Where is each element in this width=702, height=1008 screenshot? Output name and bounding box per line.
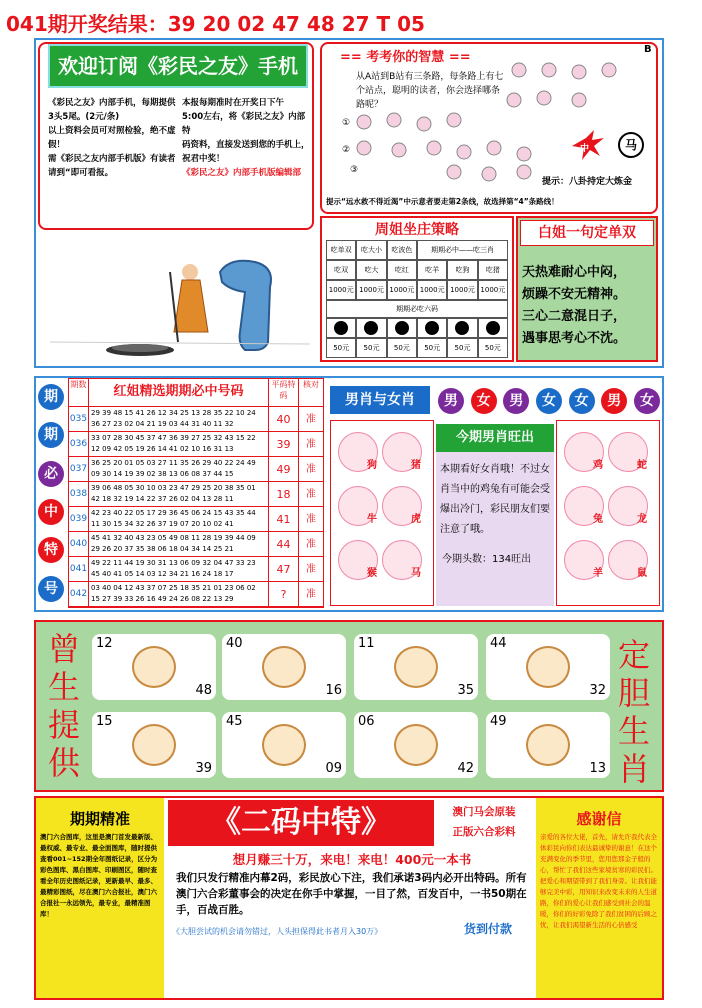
station-b-label: B [644, 44, 652, 55]
animal-label: 兔 [593, 514, 603, 525]
subscribe-line: 5:00左右，将《彩民之友》内部特 [182, 112, 306, 136]
strategy-cell: 吃猪 [478, 260, 508, 280]
strategy-subtitle: 期期必吃六码 [326, 300, 508, 318]
strategy-ball-cell [387, 318, 417, 338]
black-ball [486, 321, 500, 335]
zodiac-right-label: 定胆生肖 [617, 636, 650, 788]
subscribe-line: 本报每期准时在开奖日下午 [182, 98, 285, 108]
col-issue: 期数 [69, 379, 89, 406]
today-title: 今期男肖旺出 [436, 424, 554, 452]
subscribe-right-text [182, 96, 310, 180]
subscribe-line: 需《彩民之友内部手机版》有读者 [48, 154, 176, 164]
row-code: 18 [269, 482, 299, 506]
male-animal-icon [382, 540, 422, 580]
zodiac-number-b: 42 [457, 761, 474, 776]
female-animal-icon [564, 486, 604, 526]
zodiac-animal-icon [132, 646, 176, 688]
female-animal-icon [608, 486, 648, 526]
zodiac-number-a: 11 [358, 636, 375, 651]
subscribe-left-text [48, 96, 178, 180]
strategy-cell: 期期必中——吃三肖 [417, 240, 508, 260]
hongjie-row [69, 482, 323, 507]
strategy-cell: 50元 [356, 338, 386, 358]
row-numbers: 42 23 40 22 05 17 29 36 45 06 24 15 43 35 44 11 30 15 34 32 26 37 19 07 20 10 02 41 [89, 507, 269, 531]
col-title: 红姐精选期期必中号码 [89, 379, 269, 406]
zodiac-card [354, 634, 478, 700]
animal-label: 鼠 [637, 568, 647, 579]
gender-badge: 女 [634, 388, 660, 414]
center-promo-side [436, 802, 532, 842]
male-animal-icon [382, 432, 422, 472]
left-promo-title: 期期精准 [69, 810, 130, 828]
row-numbers: 33 07 28 30 45 37 47 36 39 27 25 32 43 15 22 12 09 42 05 19 26 14 41 02 10 16 31 13 [89, 432, 269, 456]
subscribe-line: 码资料，直接发送到您的手机上， [182, 140, 310, 150]
subscribe-line: 请到“即可看报。 [48, 168, 114, 178]
black-ball [364, 321, 378, 335]
strategy-cell: 吃红 [387, 260, 417, 280]
row-code: 47 [269, 557, 299, 581]
animal-label: 羊 [593, 568, 603, 579]
animal-label: 马 [411, 568, 421, 579]
hongjie-row [69, 507, 323, 532]
svg-text:③: ③ [350, 165, 359, 175]
row-issue: 039 [69, 507, 89, 531]
subscribe-line: 以上资料会员可对照检验，绝不虚 [48, 126, 176, 136]
gender-badge: 男 [438, 388, 464, 414]
male-animal-icon [338, 486, 378, 526]
zodiac-number-a: 15 [96, 714, 113, 729]
animal-label: 牛 [367, 514, 377, 525]
strategy-cell: 1000元 [447, 280, 477, 300]
row-check: 准 [306, 564, 316, 575]
right-promo-title: 感谢信 [576, 810, 622, 828]
strategy-cell: 1000元 [387, 280, 417, 300]
subscribe-line: 3头5尾。(2元/条) [48, 112, 120, 122]
strategy-cell: 1000元 [478, 280, 508, 300]
side-char: 号 [38, 576, 64, 602]
center-text: 我们只发行精准内幕2码，彩民放心下注，我们承诺3码内必开出特码。所有澳门六合彩董事会的决定在你手中掌握，一目了然，百发百中，一书50期在手，百战百胜。 [176, 872, 527, 916]
svg-text:②: ② [342, 145, 351, 155]
strategy-ball-cell [478, 318, 508, 338]
zodiac-animal-icon [394, 724, 438, 766]
row-issue: 042 [69, 582, 89, 606]
gender-badge: 女 [471, 388, 497, 414]
zodiac-number-b: 32 [589, 683, 606, 698]
zodiac-number-b: 13 [589, 761, 606, 776]
strategy-title: 周姐坐庄策略 [375, 222, 459, 238]
strategy-cell: 50元 [417, 338, 447, 358]
black-ball [455, 321, 469, 335]
row-code: 40 [269, 407, 299, 431]
strategy-ball-cell [447, 318, 477, 338]
strategy-ball-cell [326, 318, 356, 338]
strategy-cell: 50元 [447, 338, 477, 358]
zodiac-animal-icon [262, 724, 306, 766]
zodiac-number-b: 16 [325, 683, 342, 698]
side-char: 必 [38, 461, 64, 487]
gender-badge: 女 [569, 388, 595, 414]
row-check: 准 [306, 439, 316, 450]
zodiac-number-b: 09 [325, 761, 342, 776]
strategy-cell: 吃羊 [417, 260, 447, 280]
black-ball [334, 321, 348, 335]
center-pay: 货到付款 [464, 922, 513, 936]
zodiac-animal-icon [394, 646, 438, 688]
poem-line: 三心二意混日子， [522, 309, 627, 324]
today-count: 今期头数：134旺出 [442, 554, 532, 565]
row-check: 准 [306, 489, 316, 500]
zodiac-animal-icon [132, 724, 176, 766]
side-line: 澳门马会原装 [452, 806, 516, 818]
zodiac-animal-icon [526, 646, 570, 688]
baijie-poem [522, 262, 658, 350]
zodiac-card [486, 634, 610, 700]
row-check: 准 [306, 539, 316, 550]
zodiac-number-a: 12 [96, 636, 113, 651]
puzzle-center-badge: 中 [580, 144, 590, 154]
animal-label: 蛇 [637, 460, 647, 471]
hongjie-side-column [36, 378, 66, 608]
strategy-cell: 50元 [326, 338, 356, 358]
right-promo-text: 亲爱的各位大佬，首先，请允许我代表全体彩民向你们表达最诚挚的谢意！在这个充满变化的季节里，您用您那金子般的心，帮忙了我们这些家境贫寒的彩民们。把爱心和期望带到了我们身旁。让我们能够完美中彩，用知识来改变未来的人生道路，你们的爱心让我们感受到社会的温暖，你们的好彩免除了我们贫困的后顾之忧，让我们渴望新生活的心倍感受 [540, 833, 657, 929]
animal-label: 鸡 [593, 460, 603, 471]
subscribe-editor: 《彩民之友》内部手机版编辑部 [182, 168, 302, 178]
zodiac-number-a: 44 [490, 636, 507, 651]
animal-label: 龙 [637, 514, 647, 525]
row-numbers: 39 06 48 05 30 10 03 23 47 29 25 20 38 35 01 42 18 32 19 14 22 37 26 02 04 13 28 11 [89, 482, 269, 506]
subscribe-title: 欢迎订阅《彩民之友》手机报 [58, 54, 298, 118]
row-numbers: 36 25 20 01 05 03 27 11 35 26 29 40 22 24 49 09 30 14 19 39 02 38 13 06 08 37 44 15 [89, 457, 269, 481]
subscribe-line: 假！ [48, 140, 66, 150]
hongjie-row [69, 432, 323, 457]
puzzle-footer: 提示“远水救不得近渴”中示意者要走第2条线，故选择第“4”条路线！ [326, 197, 559, 206]
puzzle-question: 从A站到B站有三条路，每条路上有七个站点，聪明的读者，你会选择哪条路呢？ [356, 72, 504, 110]
row-issue: 038 [69, 482, 89, 506]
hongjie-row [69, 557, 323, 582]
strategy-cell: 吃大 [356, 260, 386, 280]
row-check: 准 [306, 514, 316, 525]
hongjie-table [68, 378, 324, 608]
zodiac-number-b: 39 [195, 761, 212, 776]
black-ball [395, 321, 409, 335]
male-animal-icon [338, 432, 378, 472]
puzzle-hint: 提示：八卦持定大炼金 [542, 177, 633, 187]
row-code: 49 [269, 457, 299, 481]
zodiac-number-a: 45 [226, 714, 243, 729]
poem-line: 烦躁不安无精神。 [522, 287, 627, 302]
zodiac-card [354, 712, 478, 778]
zodiac-animal-icon [262, 646, 306, 688]
baijie-title: 白姐一句定单双 [520, 220, 654, 246]
strategy-cell: 1000元 [326, 280, 356, 300]
row-numbers: 45 41 32 40 43 23 05 49 08 11 28 19 39 44 09 29 26 20 37 35 38 06 18 04 34 14 25 21 [89, 532, 269, 556]
gender-badges [438, 388, 660, 414]
zodiac-card [92, 712, 216, 778]
zodiac-card [486, 712, 610, 778]
zodiac-animal-icon [526, 724, 570, 766]
row-issue: 037 [69, 457, 89, 481]
row-check: 准 [306, 464, 316, 475]
female-animal-icon [564, 432, 604, 472]
strategy-cell: 1000元 [417, 280, 447, 300]
gender-title: 男肖与女肖 [330, 386, 430, 414]
strategy-cell: 吃波色 [387, 240, 417, 260]
strategy-ball-cell [417, 318, 447, 338]
subscribe-line: 《彩民之友》内部手机，每期提供 [48, 98, 176, 108]
subscribe-line: 祝君中奖！ [182, 154, 225, 164]
zodiac-number-b: 35 [457, 683, 474, 698]
today-text: 本期看好女肖哦！不过女肖当中的鸡兔有可能会受爆出冷门，彩民朋友们要注意了哦。 [440, 464, 550, 535]
row-numbers: 49 22 11 44 19 30 31 13 06 09 32 04 47 33 23 45 40 41 05 14 03 12 34 21 16 24 18 17 [89, 557, 269, 581]
animal-label: 狗 [367, 460, 377, 471]
puzzle-title: == 考考你的智慧 == [340, 50, 471, 65]
row-code: ? [269, 582, 299, 606]
strategy-cell: 吃单双 [326, 240, 356, 260]
animal-label: 虎 [411, 514, 421, 525]
zodiac-number-a: 06 [358, 714, 375, 729]
row-code: 44 [269, 532, 299, 556]
poem-line: 天热难耐心中闷， [522, 265, 627, 280]
col-check: 核对 [303, 380, 319, 389]
black-ball [425, 321, 439, 335]
strategy-cell: 吃狗 [447, 260, 477, 280]
zodiac-left-label: 曾生提供 [47, 630, 80, 782]
row-issue: 036 [69, 432, 89, 456]
row-issue: 040 [69, 532, 89, 556]
gender-badge: 男 [601, 388, 627, 414]
hongjie-row [69, 532, 323, 557]
cartoon-illustration [50, 232, 310, 362]
side-char: 期 [38, 384, 64, 410]
side-char: 期 [38, 422, 64, 448]
strategy-cell: 1000元 [356, 280, 386, 300]
side-char: 中 [38, 499, 64, 525]
strategy-cell: 吃双 [326, 260, 356, 280]
gender-badge: 男 [503, 388, 529, 414]
puzzle-path-drawing [324, 60, 654, 190]
female-animal-icon [608, 432, 648, 472]
strategy-cell: 50元 [478, 338, 508, 358]
left-promo-text: 澳门六合图库，这里是澳门首发最新版、最权威、最专业、最全面图库，随时提供查看001~152期全年图纸记录，区分为彩色图库、黑白图库、印刷图区，随时查看全年历史图纸记录，更新最早、最多、最精彩图纸，尽在澳门六合报社，澳门六合报社一永远领先，最专业，最精准图库！ [40, 833, 158, 918]
animal-label: 猴 [367, 568, 377, 579]
zodiac-number-a: 49 [490, 714, 507, 729]
strategy-cell: 50元 [387, 338, 417, 358]
zodiac-card [222, 634, 346, 700]
strategy-table [326, 240, 508, 358]
lottery-result-title: 041期开奖结果：39 20 02 47 48 27 T 05 [6, 12, 425, 36]
row-check: 准 [306, 589, 316, 600]
side-char: 特 [38, 537, 64, 563]
row-issue: 041 [69, 557, 89, 581]
row-code: 41 [269, 507, 299, 531]
female-animal-icon [608, 540, 648, 580]
zodiac-number-b: 48 [195, 683, 212, 698]
gender-badge: 女 [536, 388, 562, 414]
col-code: 平码特码 [269, 379, 299, 406]
hongjie-row [69, 407, 323, 432]
poem-line: 遇事思考心不沈。 [522, 331, 627, 346]
zodiac-card [92, 634, 216, 700]
row-check: 准 [306, 414, 316, 425]
side-line: 正版六合彩料 [452, 826, 516, 838]
strategy-ball-cell [356, 318, 386, 338]
zodiac-card [222, 712, 346, 778]
row-issue: 035 [69, 407, 89, 431]
row-code: 39 [269, 432, 299, 456]
svg-text:①: ① [342, 118, 351, 128]
zodiac-number-a: 40 [226, 636, 243, 651]
hongjie-row [69, 457, 323, 482]
center-slogan: 想月赚三十万，来电！来电！400元一本书 [232, 852, 472, 867]
center-foot: 《大胆尝试的机会请勿错过，人头担保得此书者月入30万》 [172, 927, 383, 936]
puzzle-answer-badge: 马 [618, 132, 644, 158]
male-animal-icon [382, 486, 422, 526]
center-promo-title: 《二码中特》 [168, 800, 434, 846]
strategy-cell: 吃大小 [356, 240, 386, 260]
animal-label: 猪 [411, 460, 421, 471]
hongjie-row [69, 582, 323, 607]
row-numbers: 03 40 04 12 43 37 07 25 18 35 21 01 23 06 02 15 27 39 33 26 16 49 24 26 08 22 13 29 [89, 582, 269, 606]
female-animal-icon [564, 540, 604, 580]
male-animal-icon [338, 540, 378, 580]
row-numbers: 29 39 48 15 41 26 12 34 25 13 28 35 22 10 24 36 27 23 02 04 21 19 03 44 31 40 11 32 [89, 407, 269, 431]
